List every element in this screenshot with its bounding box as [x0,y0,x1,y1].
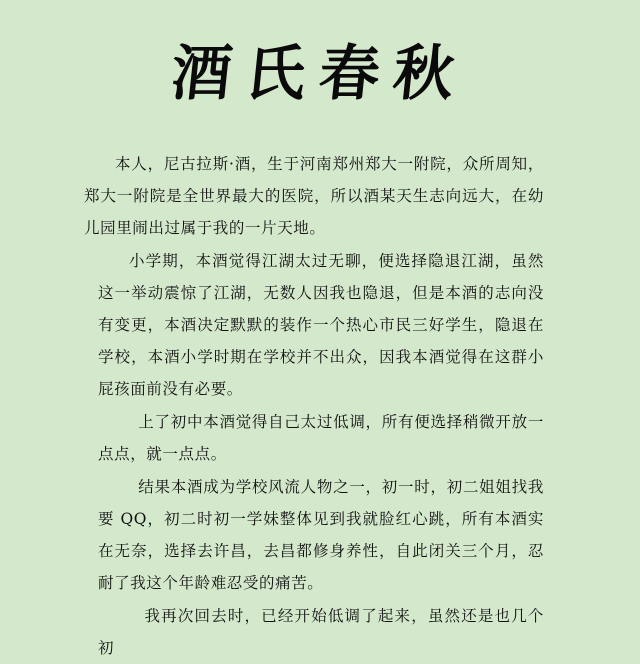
paragraph: 上了初中本酒觉得自己太过低调，所有便选择稍微开放一点点，就一点点。 [98,413,544,463]
document-body [84,148,544,664]
page-title: 酒氏春秋 [167,39,472,109]
paragraph: 小学期，本酒觉得江湖太过无聊，便选择隐退江湖，虽然这一举动震惊了江湖，无数人因我也隐退，但是本酒的志向没有变更，本酒决定默默的装作一个热心市民三好学生，隐退在学校，本酒小学时期在学校并不出众，因我本酒觉得在这群小屁孩面前没有必要。 [98,252,544,398]
paragraph: 结果本酒成为学校风流人物之一，初一时，初二姐姐找我要 QQ，初二时初一学妹整体见到我就脸红心跳，所有本酒实在无奈，选择去许昌，去昌都修身养性，自此闭关三个月，忍耐了我这个年龄难忍受的痛苦。 [98,478,544,592]
paragraph: 我再次回去时，已经开始低调了起来，虽然还是也几个初 [98,607,544,657]
paragraph: 本人，尼古拉斯·酒，生于河南郑州郑大一附院，众所周知，郑大一附院是全世界最大的医院，所以酒某天生志向远大，在幼儿园里闹出过属于我的一片天地。 [84,155,544,237]
